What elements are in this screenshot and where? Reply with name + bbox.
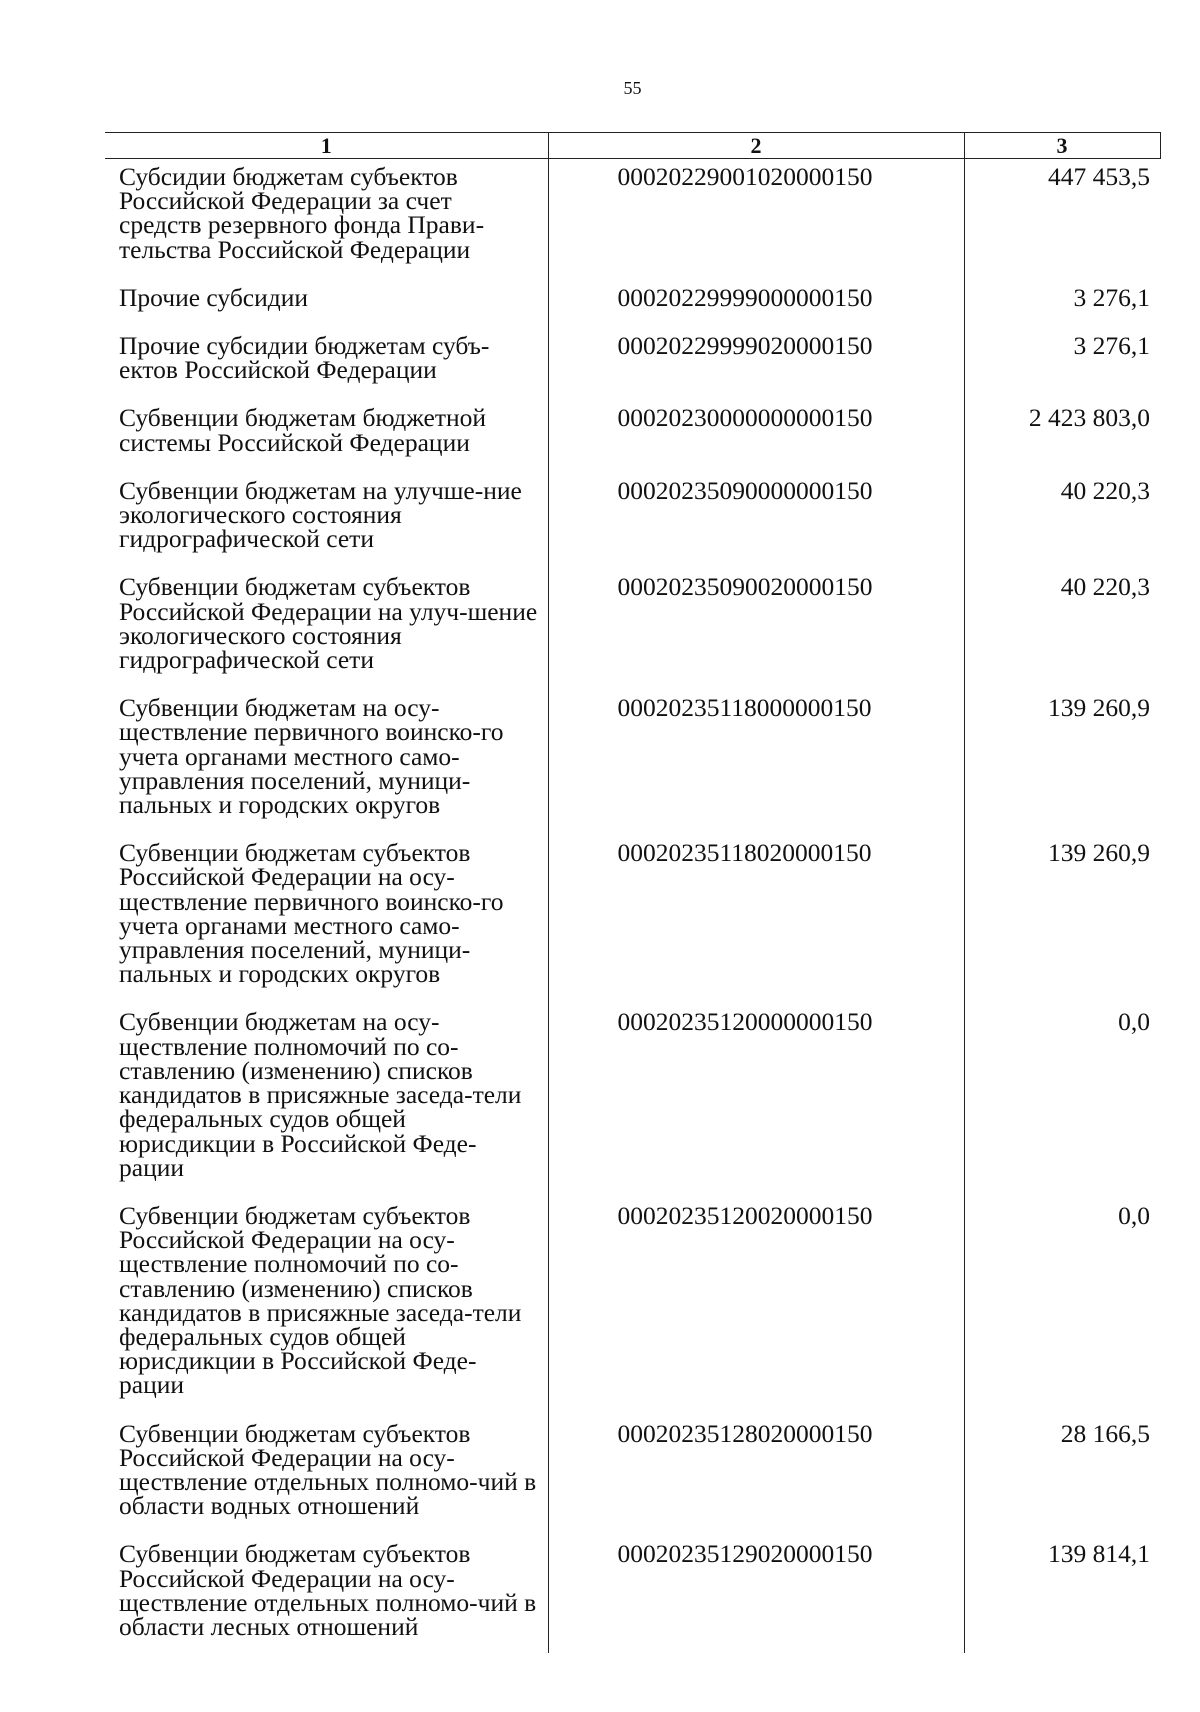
row-code: 00020235118020000150 bbox=[548, 831, 964, 1000]
table-header bbox=[105, 133, 1160, 159]
row-code: 00020235129020000150 bbox=[548, 1532, 964, 1653]
row-name: Субвенции бюджетам субъектов Российской Федерации на осу-ществление отдельных полномо-чий в области водных отношений bbox=[119, 1418, 537, 1521]
row-amount: 0,0 bbox=[964, 1000, 1160, 1193]
header-col-2: 2 bbox=[548, 133, 964, 159]
row-name: Субвенции бюджетам субъектов Российской Федерации на осу-ществление первичного воинско-го учета органами местного само-управления поселений, муници-пальных и городских округов bbox=[119, 838, 504, 989]
row-code: 00020235120000000150 bbox=[548, 1000, 964, 1193]
row-amount: 139 814,1 bbox=[964, 1532, 1160, 1653]
row-code: 00020235090000000150 bbox=[548, 469, 964, 566]
row-amount: 447 453,5 bbox=[964, 159, 1160, 276]
row-amount: 0,0 bbox=[964, 1194, 1160, 1412]
row-code: 00020235118000000150 bbox=[548, 686, 964, 831]
table-body bbox=[105, 159, 1160, 1654]
table-row bbox=[105, 1532, 1160, 1653]
table-row bbox=[105, 1000, 1160, 1193]
page-number: 55 bbox=[623, 78, 642, 98]
row-code: 00020229999000000150 bbox=[548, 276, 964, 324]
table-row bbox=[105, 831, 1160, 1000]
table-row bbox=[105, 1412, 1160, 1533]
row-amount: 2 423 803,0 bbox=[964, 396, 1160, 468]
row-amount: 3 276,1 bbox=[964, 276, 1160, 324]
row-code: 00020235090020000150 bbox=[548, 565, 964, 686]
row-amount: 3 276,1 bbox=[964, 324, 1160, 396]
row-name: Субвенции бюджетам на улучше-ние экологического состояния гидрографической сети bbox=[119, 475, 522, 554]
row-name: Субвенции бюджетам бюджетной системы Российской Федерации bbox=[119, 403, 487, 457]
row-code: 00020235120020000150 bbox=[548, 1194, 964, 1412]
header-col-1: 1 bbox=[105, 133, 548, 159]
row-name: Субвенции бюджетам субъектов Российской Федерации на осу-ществление отдельных полномо-чий в области лесных отношений bbox=[119, 1539, 537, 1641]
row-amount: 28 166,5 bbox=[964, 1412, 1160, 1533]
table-row bbox=[105, 396, 1160, 468]
row-name: Субвенции бюджетам субъектов Российской Федерации на осу-ществление полномочий по со-ставлению (изменению) списков кандидатов в присяжные заседа-тели федеральных судов общей юрисдикции в Российской Феде-рации bbox=[119, 1200, 522, 1400]
row-code: 00020230000000000150 bbox=[548, 396, 964, 468]
row-name: Прочие субсидии bbox=[119, 282, 309, 312]
row-code: 00020235128020000150 bbox=[548, 1412, 964, 1533]
table-row bbox=[105, 276, 1160, 324]
table-row bbox=[105, 159, 1160, 276]
row-code: 00020229001020000150 bbox=[548, 159, 964, 276]
table-row bbox=[105, 686, 1160, 831]
table-row bbox=[105, 565, 1160, 686]
budget-table bbox=[105, 132, 1161, 1653]
row-amount: 139 260,9 bbox=[964, 686, 1160, 831]
row-amount: 139 260,9 bbox=[964, 831, 1160, 1000]
row-name: Прочие субсидии бюджетам субъ-ектов Российской Федерации bbox=[119, 331, 490, 385]
table-row bbox=[105, 1194, 1160, 1412]
header-col-3: 3 bbox=[964, 133, 1160, 159]
row-code: 00020229999020000150 bbox=[548, 324, 964, 396]
table-row bbox=[105, 324, 1160, 396]
row-name: Субвенции бюджетам субъектов Российской Федерации на улуч-шение экологического состояния гидрографической сети bbox=[119, 572, 538, 675]
row-name: Субвенции бюджетам на осу-ществление полномочий по со-ставлению (изменению) списков кандидатов в присяжные заседа-тели федеральных судов общей юрисдикции в Российской Феде-рации bbox=[119, 1007, 522, 1182]
row-name: Субвенции бюджетам на осу-ществление первичного воинско-го учета органами местного само-управления поселений, муници-пальных и городских округов bbox=[119, 693, 504, 820]
row-name: Субсидии бюджетам субъектов Российской Федерации за счет средств резервного фонда Прави-тельства Российской Федерации bbox=[119, 162, 485, 264]
row-amount: 40 220,3 bbox=[964, 469, 1160, 566]
row-amount: 40 220,3 bbox=[964, 565, 1160, 686]
table-row bbox=[105, 469, 1160, 566]
